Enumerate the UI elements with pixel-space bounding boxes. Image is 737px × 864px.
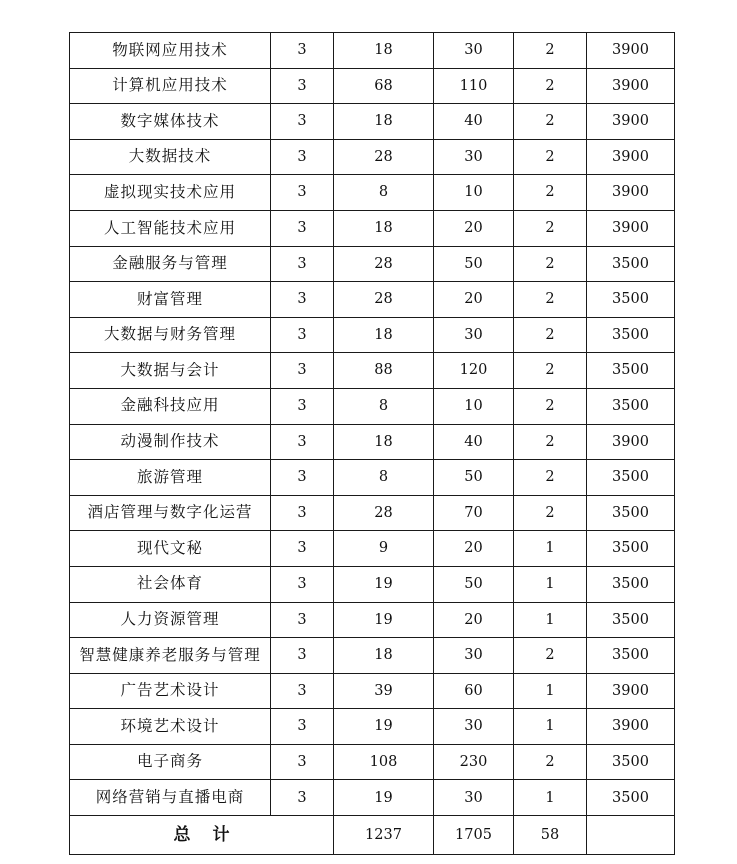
duration-cell: 3 — [271, 282, 334, 318]
major-name-cell: 人力资源管理 — [70, 602, 271, 638]
value-cell: 2 — [514, 33, 587, 69]
value-cell: 2 — [514, 353, 587, 389]
value-cell: 18 — [334, 317, 434, 353]
duration-cell: 3 — [271, 388, 334, 424]
table-row — [70, 566, 675, 602]
fee-cell: 3500 — [587, 566, 675, 602]
value-cell: 28 — [334, 282, 434, 318]
fee-cell: 3500 — [587, 282, 675, 318]
fee-cell: 3500 — [587, 602, 675, 638]
value-cell: 2 — [514, 744, 587, 780]
total-row — [70, 816, 675, 855]
value-cell: 19 — [334, 709, 434, 745]
major-name-cell: 物联网应用技术 — [70, 33, 271, 69]
value-cell: 18 — [334, 424, 434, 460]
total-label: 总计 — [70, 816, 334, 855]
value-cell: 2 — [514, 495, 587, 531]
major-name-cell: 金融服务与管理 — [70, 246, 271, 282]
table-row — [70, 709, 675, 745]
value-cell: 28 — [334, 139, 434, 175]
table-row — [70, 317, 675, 353]
value-cell: 30 — [434, 709, 514, 745]
duration-cell: 3 — [271, 673, 334, 709]
table-row — [70, 531, 675, 567]
value-cell: 60 — [434, 673, 514, 709]
major-name-cell: 旅游管理 — [70, 460, 271, 496]
table-row — [70, 282, 675, 318]
duration-cell: 3 — [271, 317, 334, 353]
value-cell: 19 — [334, 602, 434, 638]
fee-cell: 3900 — [587, 175, 675, 211]
value-cell: 40 — [434, 104, 514, 140]
table-row — [70, 744, 675, 780]
major-name-cell: 电子商务 — [70, 744, 271, 780]
value-cell: 2 — [514, 210, 587, 246]
value-cell: 1 — [514, 566, 587, 602]
duration-cell: 3 — [271, 210, 334, 246]
value-cell: 1 — [514, 709, 587, 745]
fee-cell: 3500 — [587, 638, 675, 674]
major-name-cell: 金融科技应用 — [70, 388, 271, 424]
value-cell: 10 — [434, 175, 514, 211]
fee-cell: 3900 — [587, 210, 675, 246]
value-cell: 70 — [434, 495, 514, 531]
major-name-cell: 计算机应用技术 — [70, 68, 271, 104]
duration-cell: 3 — [271, 531, 334, 567]
table-row — [70, 139, 675, 175]
duration-cell: 3 — [271, 175, 334, 211]
table-row — [70, 638, 675, 674]
duration-cell: 3 — [271, 424, 334, 460]
value-cell: 20 — [434, 210, 514, 246]
value-cell: 1 — [514, 780, 587, 816]
value-cell: 18 — [334, 33, 434, 69]
value-cell: 19 — [334, 780, 434, 816]
value-cell: 30 — [434, 638, 514, 674]
value-cell: 1 — [514, 673, 587, 709]
table-row — [70, 246, 675, 282]
total-cell — [587, 816, 675, 855]
table-row — [70, 175, 675, 211]
table-body — [70, 33, 675, 816]
value-cell: 1 — [514, 602, 587, 638]
fee-cell: 3500 — [587, 246, 675, 282]
major-name-cell: 数字媒体技术 — [70, 104, 271, 140]
major-name-cell: 虚拟现实技术应用 — [70, 175, 271, 211]
value-cell: 230 — [434, 744, 514, 780]
total-cell: 1237 — [334, 816, 434, 855]
fee-cell: 3900 — [587, 104, 675, 140]
major-name-cell: 社会体育 — [70, 566, 271, 602]
major-name-cell: 动漫制作技术 — [70, 424, 271, 460]
duration-cell: 3 — [271, 104, 334, 140]
fee-cell: 3500 — [587, 388, 675, 424]
major-name-cell: 大数据与财务管理 — [70, 317, 271, 353]
major-name-cell: 大数据技术 — [70, 139, 271, 175]
value-cell: 8 — [334, 175, 434, 211]
value-cell: 19 — [334, 566, 434, 602]
major-name-cell: 网络营销与直播电商 — [70, 780, 271, 816]
table-row — [70, 210, 675, 246]
major-name-cell: 酒店管理与数字化运营 — [70, 495, 271, 531]
duration-cell: 3 — [271, 744, 334, 780]
table-row — [70, 495, 675, 531]
major-name-cell: 智慧健康养老服务与管理 — [70, 638, 271, 674]
value-cell: 2 — [514, 246, 587, 282]
duration-cell: 3 — [271, 566, 334, 602]
fee-cell: 3500 — [587, 317, 675, 353]
value-cell: 30 — [434, 139, 514, 175]
value-cell: 88 — [334, 353, 434, 389]
value-cell: 2 — [514, 282, 587, 318]
major-name-cell: 财富管理 — [70, 282, 271, 318]
duration-cell: 3 — [271, 602, 334, 638]
table-row — [70, 104, 675, 140]
fee-cell: 3900 — [587, 33, 675, 69]
value-cell: 9 — [334, 531, 434, 567]
duration-cell: 3 — [271, 33, 334, 69]
fee-cell: 3500 — [587, 495, 675, 531]
value-cell: 28 — [334, 495, 434, 531]
fee-cell: 3500 — [587, 780, 675, 816]
value-cell: 2 — [514, 139, 587, 175]
major-name-cell: 大数据与会计 — [70, 353, 271, 389]
value-cell: 40 — [434, 424, 514, 460]
value-cell: 30 — [434, 780, 514, 816]
table-row — [70, 780, 675, 816]
value-cell: 50 — [434, 246, 514, 282]
duration-cell: 3 — [271, 638, 334, 674]
enrollment-table — [69, 32, 675, 855]
value-cell: 110 — [434, 68, 514, 104]
duration-cell: 3 — [271, 780, 334, 816]
total-cell: 58 — [514, 816, 587, 855]
fee-cell: 3900 — [587, 68, 675, 104]
value-cell: 50 — [434, 566, 514, 602]
major-name-cell: 环境艺术设计 — [70, 709, 271, 745]
duration-cell: 3 — [271, 353, 334, 389]
duration-cell: 3 — [271, 246, 334, 282]
value-cell: 108 — [334, 744, 434, 780]
value-cell: 1 — [514, 531, 587, 567]
duration-cell: 3 — [271, 709, 334, 745]
value-cell: 2 — [514, 638, 587, 674]
fee-cell: 3500 — [587, 531, 675, 567]
value-cell: 20 — [434, 282, 514, 318]
value-cell: 30 — [434, 33, 514, 69]
duration-cell: 3 — [271, 460, 334, 496]
table-row — [70, 68, 675, 104]
value-cell: 2 — [514, 460, 587, 496]
value-cell: 28 — [334, 246, 434, 282]
value-cell: 2 — [514, 68, 587, 104]
duration-cell: 3 — [271, 68, 334, 104]
value-cell: 2 — [514, 104, 587, 140]
fee-cell: 3900 — [587, 424, 675, 460]
value-cell: 2 — [514, 175, 587, 211]
fee-cell: 3900 — [587, 673, 675, 709]
value-cell: 68 — [334, 68, 434, 104]
fee-cell: 3500 — [587, 744, 675, 780]
value-cell: 8 — [334, 388, 434, 424]
fee-cell: 3500 — [587, 353, 675, 389]
value-cell: 120 — [434, 353, 514, 389]
value-cell: 20 — [434, 602, 514, 638]
fee-cell: 3900 — [587, 139, 675, 175]
value-cell: 2 — [514, 388, 587, 424]
total-cell: 1705 — [434, 816, 514, 855]
value-cell: 39 — [334, 673, 434, 709]
duration-cell: 3 — [271, 139, 334, 175]
value-cell: 18 — [334, 210, 434, 246]
value-cell: 2 — [514, 317, 587, 353]
major-name-cell: 现代文秘 — [70, 531, 271, 567]
table-row — [70, 388, 675, 424]
table-row — [70, 33, 675, 69]
fee-cell: 3900 — [587, 709, 675, 745]
table-row — [70, 460, 675, 496]
table-row — [70, 424, 675, 460]
table-row — [70, 602, 675, 638]
value-cell: 20 — [434, 531, 514, 567]
fee-cell: 3500 — [587, 460, 675, 496]
value-cell: 2 — [514, 424, 587, 460]
value-cell: 18 — [334, 104, 434, 140]
duration-cell: 3 — [271, 495, 334, 531]
table-row — [70, 353, 675, 389]
table-row — [70, 673, 675, 709]
major-name-cell: 人工智能技术应用 — [70, 210, 271, 246]
value-cell: 10 — [434, 388, 514, 424]
value-cell: 8 — [334, 460, 434, 496]
value-cell: 50 — [434, 460, 514, 496]
value-cell: 18 — [334, 638, 434, 674]
value-cell: 30 — [434, 317, 514, 353]
major-name-cell: 广告艺术设计 — [70, 673, 271, 709]
